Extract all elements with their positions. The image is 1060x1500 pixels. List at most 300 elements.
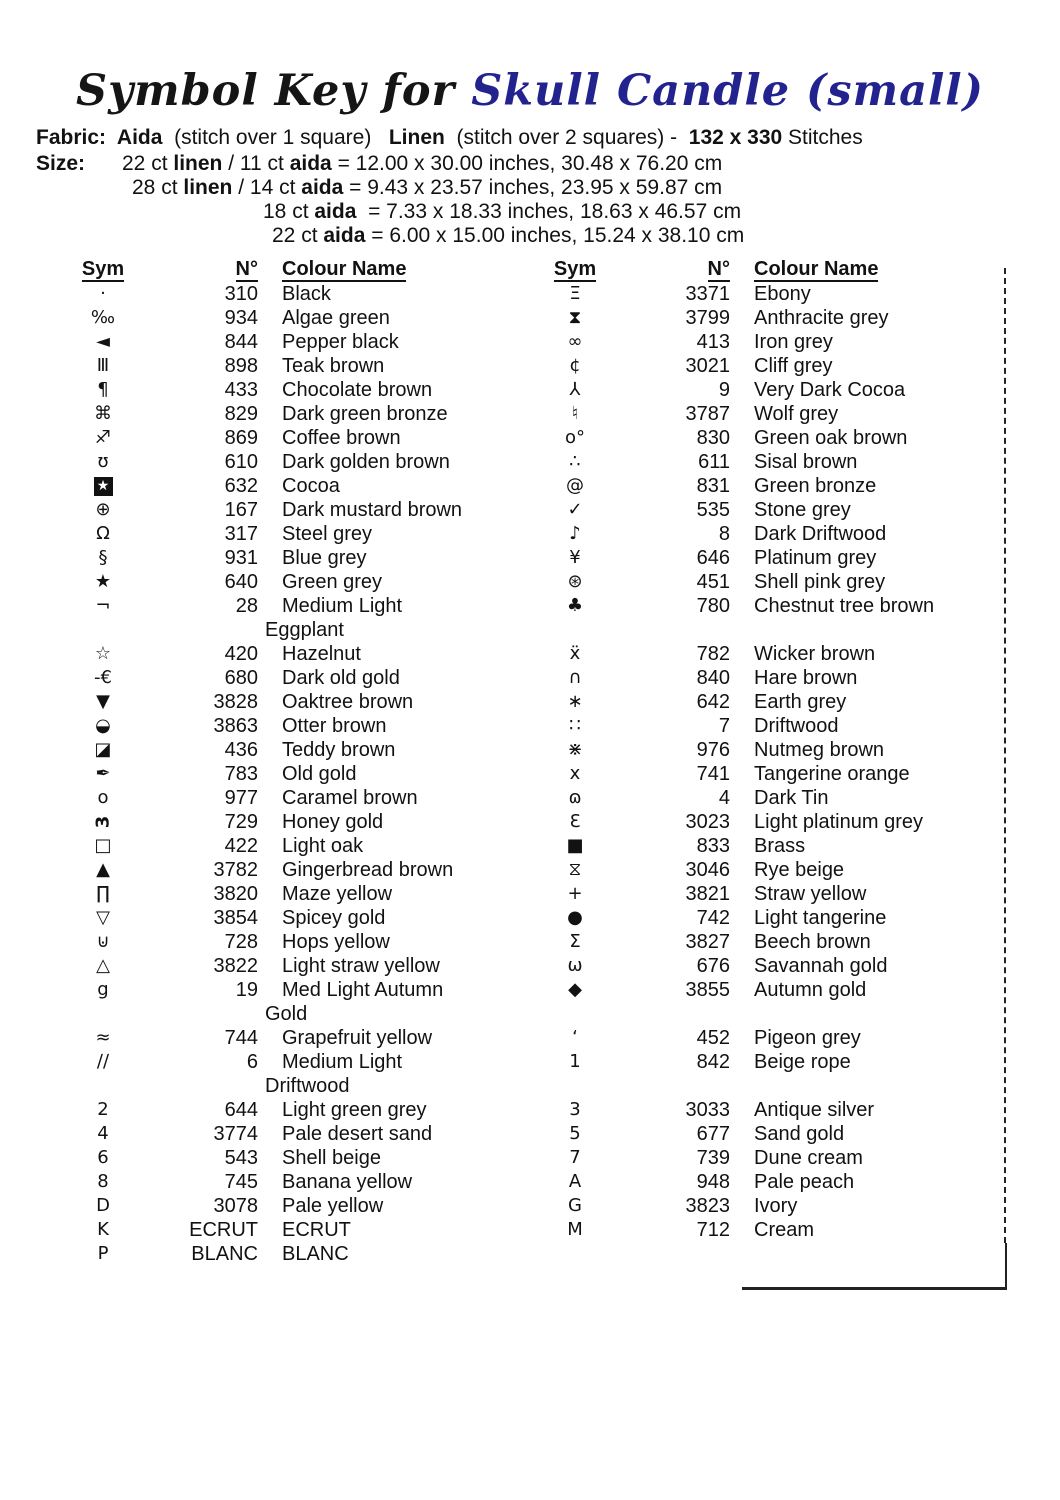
table-row: [58, 1218, 1000, 1242]
right-colour-name-cell: Sand gold: [754, 1123, 845, 1145]
right-colour-name-cell: Beech brown: [754, 931, 871, 953]
right-symbol-cell: ●: [567, 907, 583, 928]
right-symbol-cell: ♣: [566, 595, 584, 616]
key-table-body: [58, 282, 1000, 1266]
left-number-header: N°: [235, 258, 258, 280]
table-row: [58, 1050, 1000, 1074]
right-colour-name-cell: Earth grey: [754, 691, 847, 713]
right-symbol-cell: Σ: [569, 931, 581, 952]
right-number-cell: 780: [696, 595, 730, 617]
table-row: [58, 426, 1000, 450]
left-symbol-cell: ⊍: [96, 931, 110, 952]
right-symbol-cell: ẍ: [569, 643, 581, 664]
left-symbol-cell: ☆: [94, 643, 112, 664]
table-row: [58, 1074, 1000, 1098]
size-line: 18 ct aida = 7.33 x 18.33 inches, 18.63 x 46.57 cm: [263, 200, 742, 223]
right-symbol-cell: [530, 618, 620, 642]
table-row: [58, 378, 1000, 402]
right-colour-name-cell: [730, 1074, 1000, 1098]
table-row: [58, 954, 1000, 978]
left-number-cell: [148, 1002, 258, 1026]
right-symbol-cell: 1: [569, 1051, 581, 1072]
left-symbol-cell: Ⅲ: [96, 355, 110, 376]
right-symbol-cell: ¥: [569, 547, 581, 568]
table-row: [58, 1122, 1000, 1146]
right-symbol-cell: x: [569, 763, 581, 784]
table-row: [58, 306, 1000, 330]
left-number-cell: 543: [224, 1147, 258, 1169]
right-colour-name-cell: [730, 618, 1000, 642]
right-symbol-cell: Ξ: [569, 283, 581, 304]
left-number-cell: 3782: [213, 859, 258, 881]
left-colour-name-header: Colour Name: [282, 258, 407, 280]
right-colour-name-cell: Brass: [754, 835, 806, 857]
left-symbol-cell: D: [96, 1195, 110, 1216]
left-symbol-cell: ‰: [90, 307, 116, 328]
left-number-cell: 729: [224, 811, 258, 833]
right-colour-name-cell: Ebony: [754, 283, 811, 305]
left-colour-name-cell: Dark mustard brown: [282, 499, 463, 521]
right-colour-name-cell: Chestnut tree brown: [754, 595, 935, 617]
left-colour-name-cell: Gold: [265, 1003, 308, 1025]
right-colour-name-cell: Green oak brown: [754, 427, 908, 449]
right-number-cell: 840: [696, 667, 730, 689]
left-symbol-cell: P: [97, 1243, 109, 1264]
right-symbol-cell: ◆: [568, 979, 582, 1000]
right-symbol-cell: G: [568, 1195, 582, 1216]
left-colour-name-cell: Green grey: [282, 571, 383, 593]
left-colour-name-cell: Light oak: [282, 835, 364, 857]
title-pattern-name: Skull Candle (small): [471, 66, 984, 116]
right-colour-name-cell: Beige rope: [754, 1051, 851, 1073]
right-colour-name-cell: Platinum grey: [754, 547, 877, 569]
page-title: [0, 66, 1060, 116]
left-colour-name-cell: Dark old gold: [282, 667, 400, 689]
right-symbol-cell: ∩: [568, 667, 582, 688]
left-number-cell: 931: [224, 547, 258, 569]
table-row: [58, 786, 1000, 810]
left-number-cell: 310: [224, 283, 258, 305]
left-symbol-cell: ★: [94, 571, 112, 592]
left-number-cell: 869: [224, 427, 258, 449]
right-sym-header: Sym: [553, 258, 597, 280]
right-number-cell: 4: [718, 787, 730, 809]
right-colour-name-cell: Hare brown: [754, 667, 858, 689]
right-number-cell: 3827: [685, 931, 730, 953]
fabric-line: Fabric: Aida (stitch over 1 square) Linen (stitch over 2 squares) - 132 x 330 Stitches: [36, 126, 863, 149]
right-number-cell: 611: [698, 451, 730, 473]
table-row: [58, 282, 1000, 306]
left-symbol-cell: ¬: [95, 595, 111, 616]
size-line: 22 ct linen / 11 ct aida = 12.00 x 30.00 inches, 30.48 x 76.20 cm: [122, 152, 723, 175]
left-symbol-cell: ▲: [96, 859, 110, 880]
right-symbol-cell: ♮: [571, 403, 579, 424]
right-colour-name-cell: Very Dark Cocoa: [754, 379, 906, 401]
left-symbol-cell: ◄: [96, 331, 110, 352]
left-sym-header: Sym: [81, 258, 125, 280]
left-number-cell: 783: [224, 763, 258, 785]
right-symbol-cell: ∷: [569, 715, 581, 736]
left-colour-name-cell: Hops yellow: [282, 931, 390, 953]
right-number-cell: 535: [696, 499, 730, 521]
right-number-cell: 3021: [685, 355, 730, 377]
right-number-cell: [620, 1242, 730, 1266]
right-symbol-cell: ∴: [569, 451, 581, 472]
left-symbol-cell: ¶: [97, 379, 109, 400]
left-number-cell: 632: [224, 475, 258, 497]
table-row: [58, 642, 1000, 666]
right-number-cell: [620, 1074, 730, 1098]
right-colour-name-cell: Driftwood: [754, 715, 839, 737]
right-number-cell: 3787: [685, 403, 730, 425]
left-symbol-cell: g: [97, 979, 109, 1000]
table-row: [58, 1146, 1000, 1170]
left-symbol-cell: 2: [97, 1099, 109, 1120]
table-row: [58, 1026, 1000, 1050]
right-symbol-cell: 5: [569, 1123, 581, 1144]
right-number-cell: 646: [696, 547, 730, 569]
table-row: [58, 498, 1000, 522]
page-edge-corner-line: [742, 1243, 1007, 1290]
right-symbol-cell: o°: [564, 427, 585, 448]
right-number-cell: 677: [696, 1123, 730, 1145]
size-line: 22 ct aida = 6.00 x 15.00 inches, 15.24 x 38.10 cm: [272, 224, 745, 247]
right-number-cell: 7: [718, 715, 730, 737]
left-colour-name-cell: Algae green: [282, 307, 390, 329]
table-row: [58, 930, 1000, 954]
right-colour-name-cell: Dark Driftwood: [754, 523, 887, 545]
right-number-cell: 451: [696, 571, 730, 593]
left-colour-name-cell: ECRUT: [282, 1219, 351, 1241]
left-colour-name-cell: Pepper black: [282, 331, 399, 353]
table-row: [58, 450, 1000, 474]
table-row: [58, 738, 1000, 762]
right-colour-name-cell: Rye beige: [754, 859, 845, 881]
right-number-cell: 3046: [685, 859, 730, 881]
right-colour-name-cell: Antique silver: [754, 1099, 875, 1121]
right-symbol-cell: ⧗: [568, 307, 582, 328]
left-number-cell: 3863: [213, 715, 258, 737]
right-colour-name-cell: Cream: [754, 1219, 815, 1241]
size-label: Size:: [36, 152, 86, 175]
right-colour-name-cell: Ivory: [754, 1195, 798, 1217]
left-colour-name-cell: Hazelnut: [282, 643, 361, 665]
table-row: [58, 330, 1000, 354]
right-colour-name-cell: Pigeon grey: [754, 1027, 861, 1049]
right-colour-name-cell: Shell pink grey: [754, 571, 886, 593]
right-number-cell: 9: [718, 379, 730, 401]
left-symbol-cell: △: [96, 955, 110, 976]
right-symbol-cell: ∗: [567, 691, 583, 712]
right-colour-name-cell: Iron grey: [754, 331, 833, 353]
left-colour-name-cell: Eggplant: [265, 619, 344, 641]
right-number-cell: 3855: [685, 979, 730, 1001]
left-colour-name-cell: Honey gold: [282, 811, 384, 833]
left-symbol-cell: [58, 618, 148, 642]
right-symbol-cell: Ɛ: [569, 811, 581, 832]
right-colour-name-cell: Green bronze: [754, 475, 877, 497]
left-colour-name-cell: Oaktree brown: [282, 691, 414, 713]
left-colour-name-cell: Shell beige: [282, 1147, 381, 1169]
right-symbol-cell: ⧖: [568, 859, 582, 880]
left-colour-name-cell: Maze yellow: [282, 883, 393, 905]
right-number-cell: 831: [696, 475, 730, 497]
left-number-cell: 644: [224, 1099, 258, 1121]
left-colour-name-cell: Medium Light: [282, 595, 403, 617]
right-number-cell: 741: [696, 763, 730, 785]
right-colour-name-cell: Dark Tin: [754, 787, 829, 809]
left-number-cell: 3822: [213, 955, 258, 977]
left-colour-name-cell: Banana yellow: [282, 1171, 413, 1193]
right-symbol-cell: M: [567, 1219, 583, 1240]
left-number-cell: 3854: [213, 907, 258, 929]
left-symbol-cell: ◒: [95, 715, 111, 736]
right-symbol-cell: ■: [566, 835, 584, 856]
left-colour-name-cell: Caramel brown: [282, 787, 418, 809]
right-colour-name-cell: [730, 1002, 1000, 1026]
right-number-cell: 739: [696, 1147, 730, 1169]
left-symbol-cell: ▽: [96, 907, 110, 928]
left-number-cell: 19: [235, 979, 258, 1001]
left-symbol-cell: ⌘: [94, 403, 112, 424]
left-colour-name-cell: Blue grey: [282, 547, 367, 569]
right-number-cell: 842: [696, 1051, 730, 1073]
left-symbol-cell: ▼: [96, 691, 110, 712]
left-number-cell: 680: [224, 667, 258, 689]
right-symbol-cell: +: [567, 883, 583, 904]
right-symbol-cell: [530, 1242, 620, 1266]
left-number-cell: 3820: [213, 883, 258, 905]
right-colour-name-cell: Tangerine orange: [754, 763, 910, 785]
right-symbol-cell: [530, 1074, 620, 1098]
right-symbol-cell: 7: [569, 1147, 581, 1168]
left-number-cell: 977: [224, 787, 258, 809]
table-row: [58, 1098, 1000, 1122]
left-colour-name-cell: Coffee brown: [282, 427, 401, 449]
table-row: [58, 858, 1000, 882]
left-colour-name-cell: Pale desert sand: [282, 1123, 433, 1145]
table-row: [58, 354, 1000, 378]
table-row: [58, 762, 1000, 786]
left-number-cell: 640: [224, 571, 258, 593]
left-symbol-cell: ʊ: [97, 451, 109, 472]
right-symbol-cell: ⅄: [569, 379, 581, 400]
right-colour-name-cell: Cliff grey: [754, 355, 833, 377]
left-colour-name-cell: Teddy brown: [282, 739, 396, 761]
left-symbol-cell: ∏: [96, 883, 110, 904]
left-symbol-cell: ∕∕: [96, 1051, 110, 1072]
left-symbol-cell: ♐: [94, 427, 112, 448]
left-number-cell: 829: [224, 403, 258, 425]
left-colour-name-cell: Steel grey: [282, 523, 373, 545]
left-colour-name-cell: Otter brown: [282, 715, 387, 737]
left-colour-name-cell: Dark golden brown: [282, 451, 450, 473]
left-number-cell: 3828: [213, 691, 258, 713]
right-number-cell: 3799: [685, 307, 730, 329]
left-symbol-cell: ◪: [94, 739, 112, 760]
table-row: [58, 474, 1000, 498]
right-number-cell: 642: [696, 691, 730, 713]
right-colour-name-cell: Anthracite grey: [754, 307, 889, 329]
left-symbol-cell: [58, 1074, 148, 1098]
left-number-cell: 3774: [213, 1123, 258, 1145]
right-colour-name-cell: Light tangerine: [754, 907, 887, 929]
right-number-cell: 976: [696, 739, 730, 761]
left-colour-name-cell: Gingerbread brown: [282, 859, 454, 881]
title-prefix: Symbol Key for: [76, 66, 456, 116]
table-header-row: [58, 256, 1000, 282]
left-number-cell: BLANC: [191, 1243, 258, 1265]
right-number-cell: 3033: [685, 1099, 730, 1121]
left-symbol-cell: ⊕: [95, 499, 111, 520]
left-symbol-cell: [58, 810, 148, 834]
left-number-cell: 934: [224, 307, 258, 329]
right-symbol-cell: 3: [569, 1099, 581, 1120]
page-edge-dashed-line: [1004, 268, 1006, 1243]
left-colour-name-cell: Spicey gold: [282, 907, 386, 929]
table-row: [58, 570, 1000, 594]
table-row: [58, 978, 1000, 1002]
left-colour-name-cell: Grapefruit yellow: [282, 1027, 433, 1049]
right-colour-name-cell: Wolf grey: [754, 403, 839, 425]
left-colour-name-cell: Light straw yellow: [282, 955, 440, 977]
left-colour-name-cell: Medium Light: [282, 1051, 403, 1073]
table-row: [58, 906, 1000, 930]
size-line: 28 ct linen / 14 ct aida = 9.43 x 23.57 inches, 23.95 x 59.87 cm: [132, 176, 723, 199]
right-symbol-cell: ɷ: [568, 787, 582, 808]
right-symbol-cell: ¢: [569, 355, 581, 376]
left-colour-name-cell: Teak brown: [282, 355, 385, 377]
left-number-cell: 420: [224, 643, 258, 665]
right-symbol-cell: A: [568, 1171, 582, 1192]
left-number-cell: ECRUT: [189, 1219, 258, 1241]
right-number-cell: [620, 618, 730, 642]
left-number-cell: 744: [224, 1027, 258, 1049]
left-number-cell: [148, 618, 258, 642]
left-symbol-cell: ·: [100, 283, 106, 304]
right-colour-name-cell: Pale peach: [754, 1171, 855, 1193]
right-number-cell: 3371: [685, 283, 730, 305]
right-number-cell: 712: [696, 1219, 730, 1241]
right-symbol-cell: ‘: [572, 1027, 578, 1048]
table-row: [58, 1170, 1000, 1194]
table-row: [58, 714, 1000, 738]
right-number-cell: 3023: [685, 811, 730, 833]
right-colour-name-header: Colour Name: [754, 258, 879, 280]
left-number-cell: 167: [224, 499, 258, 521]
left-colour-name-cell: Light green grey: [282, 1099, 427, 1121]
left-number-cell: 28: [235, 595, 258, 617]
right-symbol-cell: ⋇: [567, 739, 583, 760]
left-colour-name-cell: Old gold: [282, 763, 357, 785]
left-symbol-cell: ✒: [95, 763, 111, 784]
left-number-cell: 317: [224, 523, 258, 545]
left-number-cell: [148, 1074, 258, 1098]
right-number-cell: 3821: [685, 883, 730, 905]
right-number-cell: 782: [696, 643, 730, 665]
symbol-key-table: [58, 256, 1000, 1266]
table-row: [58, 402, 1000, 426]
right-colour-name-cell: Stone grey: [754, 499, 851, 521]
right-symbol-cell: [530, 1002, 620, 1026]
left-number-cell: 422: [224, 835, 258, 857]
left-symbol-cell: -€: [94, 667, 112, 688]
right-number-cell: 830: [696, 427, 730, 449]
left-symbol-cell: [58, 1002, 148, 1026]
right-colour-name-cell: Savannah gold: [754, 955, 888, 977]
left-colour-name-cell: BLANC: [282, 1243, 349, 1265]
left-colour-name-cell: Chocolate brown: [282, 379, 433, 401]
left-colour-name-cell: Dark green bronze: [282, 403, 448, 425]
right-number-cell: 452: [696, 1027, 730, 1049]
table-row: [58, 666, 1000, 690]
left-number-cell: 433: [224, 379, 258, 401]
left-symbol-cell: 8: [97, 1171, 109, 1192]
right-colour-name-cell: Autumn gold: [754, 979, 867, 1001]
right-number-cell: 742: [696, 907, 730, 929]
right-symbol-cell: @: [566, 475, 584, 496]
left-symbol-cell: □: [94, 835, 112, 856]
right-symbol-cell: ⊛: [567, 571, 583, 592]
left-number-cell: 728: [224, 931, 258, 953]
right-number-header: N°: [707, 258, 730, 280]
left-number-cell: 745: [224, 1171, 258, 1193]
left-symbol-cell: Ω: [96, 523, 110, 544]
table-row: [58, 546, 1000, 570]
right-number-cell: 413: [696, 331, 730, 353]
table-row: [58, 810, 1000, 834]
left-symbol-cell: §: [98, 547, 108, 568]
left-colour-name-cell: Med Light Autumn: [282, 979, 444, 1001]
right-symbol-cell: ✓: [567, 499, 583, 520]
right-number-cell: 676: [696, 955, 730, 977]
left-number-cell: 3078: [213, 1195, 258, 1217]
right-number-cell: 8: [718, 523, 730, 545]
right-symbol-cell: ♪: [569, 523, 581, 544]
left-number-cell: 898: [224, 355, 258, 377]
right-colour-name-cell: Straw yellow: [754, 883, 867, 905]
right-symbol-cell: ∞: [567, 331, 583, 352]
table-row: [58, 522, 1000, 546]
right-number-cell: [620, 1002, 730, 1026]
left-symbol-cell: K: [97, 1219, 109, 1240]
left-number-cell: 436: [224, 739, 258, 761]
rotated-symbol: 3: [92, 815, 113, 829]
table-row: [58, 690, 1000, 714]
right-number-cell: 833: [696, 835, 730, 857]
table-row: [58, 594, 1000, 618]
left-colour-name-cell: Pale yellow: [282, 1195, 384, 1217]
left-symbol-cell: ≈: [95, 1027, 111, 1048]
left-symbol-cell: 6: [97, 1147, 109, 1168]
left-symbol-cell: o: [97, 787, 109, 808]
right-colour-name-cell: Sisal brown: [754, 451, 858, 473]
left-colour-name-cell: Cocoa: [282, 475, 340, 497]
right-symbol-cell: ω: [567, 955, 583, 976]
right-colour-name-cell: Wicker brown: [754, 643, 876, 665]
right-number-cell: 948: [696, 1171, 730, 1193]
left-number-cell: 610: [224, 451, 258, 473]
left-colour-name-cell: Driftwood: [265, 1075, 350, 1097]
left-symbol-cell: [58, 474, 148, 498]
table-row: [58, 1002, 1000, 1026]
table-row: [58, 1194, 1000, 1218]
left-colour-name-cell: Black: [282, 283, 331, 305]
right-number-cell: 3823: [685, 1195, 730, 1217]
table-row: [58, 882, 1000, 906]
inverse-star-symbol: ★: [94, 477, 113, 496]
right-colour-name-cell: Nutmeg brown: [754, 739, 885, 761]
